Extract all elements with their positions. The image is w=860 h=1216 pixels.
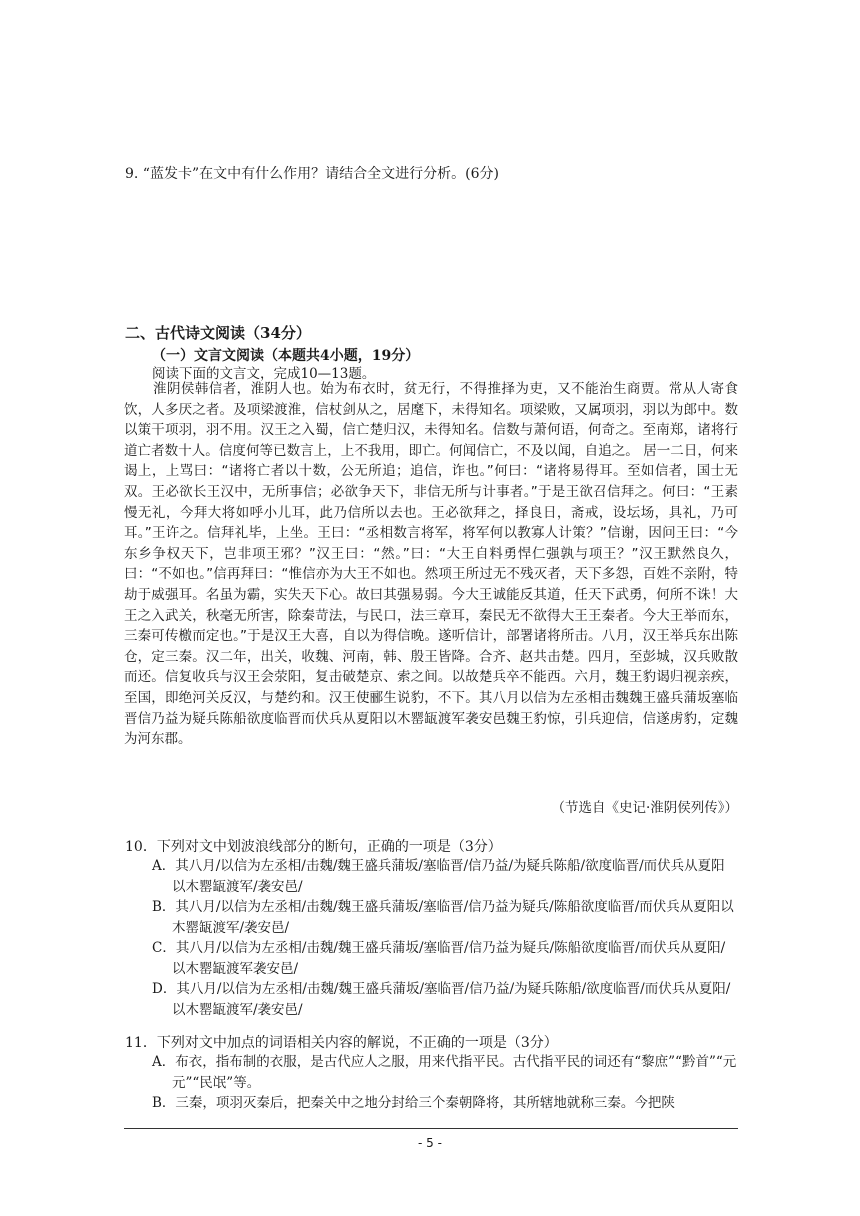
option-10-b: B．其八月/以信为左丞相/击魏/魏王盛兵蒲坂/塞临晋/信乃益为疑兵/陈船欲度临晋/而伏兵从夏阳以木罂缻渡军/袭安邑/	[152, 899, 734, 936]
option-10-d: D．其八月/以信为左丞相/击魏/魏王盛兵蒲坂/塞临晋/信乃益/为疑兵陈船/欲度临晋/而伏兵从夏阳/以木罂缻渡军/袭安邑/	[152, 981, 731, 1018]
option-10-a: A．其八月/以信为左丞相/击魏/魏王盛兵蒲坂/塞临晋/信乃益/为疑兵陈船/欲度临晋/而伏兵从夏阳以木罂缻渡军/袭安邑/	[152, 858, 725, 895]
page-number: - 5 -	[418, 1136, 442, 1150]
passage-text: 淮阴侯韩信者，淮阴人也。始为布衣时，贫无行，不得推择为吏，又不能治生商贾。常从人寄食饮，人多厌之者。及项梁渡淮，信杖剑从之，居麾下，未得知名。项梁败，又属项羽，羽以为郎中。数以策干项羽，羽不用。汉王之入蜀，信亡楚归汉，未得知名。信数与萧何语，何奇之。至南郑，诸将行道亡者数十人。信度何等已数言上，上不我用，即亡。何闻信亡，不及以闻，自追之。 居一二日，何来谒上，上骂曰：“诸将亡者以十数，公无所追；追信，诈也。”何曰：“诸将易得耳。至如信者，国士无双。王必欲长王汉中，无所事信；必欲争天下，非信无所与计事者。”于是王欲召信拜之。何曰：“王素慢无礼，今拜大将如呼小儿耳，此乃信所以去也。王必欲拜之，择良日，斋戒，设坛场，具礼，乃可耳。”王许之。信拜礼毕，上坐。王曰：“丞相数言将军，将军何以教寡人计策？”信谢，因问王曰：“今东乡争权天下，岂非项王邪？”汉王曰：“然。”曰：“大王自料勇悍仁强孰与项王？”汉王默然良久，曰：“不如也。”信再拜曰：“惟信亦为大王不如也。然项王所过无不残灭者，天下多怨，百姓不亲附，特劫于威强耳。名虽为霸，实失天下心。故曰其强易弱。今大王诚能反其道，任天下武勇，何所不诛！大王之入武关，秋毫无所害，除秦苛法，与民口，法三章耳，秦民无不欲得大王王秦者。今大王举而东，三秦可传檄而定也。”于是汉王大喜，自以为得信晚。遂听信计，部署诸将所击。八月，汉王举兵东出陈仓，定三秦。汉二年，出关，收魏、河南，韩、殷王皆降。合齐、赵共击楚。四月，至彭城，汉兵败散而还。信复收兵与汉王会荥阳，复击破楚京、索之间。以故楚兵卒不能西。六月，魏王豹谒归视亲疾，至国，即绝河关反汉，与楚约和。汉王使郦生说豹，不下。其八月以信为左丞相击魏魏王盛兵蒲坂塞临晋信乃益为疑兵陈船欲度临晋而伏兵从夏阳以木罂缻渡军袭安邑魏王豹惊，引兵迎信，信遂虏豹，定魏为河东郡。	[124, 381, 738, 748]
option-10-c: C．其八月/以信为左丞相/击魏/魏王盛兵蒲坂/塞临晋/信乃益为疑兵/陈船欲度临晋/而伏兵从夏阳/以木罂缻渡军袭安邑/	[152, 940, 726, 977]
footer-divider	[124, 1128, 738, 1129]
sub-section-title: （一）文言文阅读（本题共4小题，19分）	[152, 348, 420, 364]
reading-instruction: 阅读下面的文言文，完成10—13题。	[152, 366, 376, 382]
section-title: 二、古代诗文阅读（34分）	[125, 324, 311, 342]
passage-source: （节选自《史记·淮阴侯列传》）	[551, 800, 738, 816]
question-9: 9. “蓝发卡”在文中有什么作用？请结合全文进行分析。(6分)	[125, 166, 499, 182]
question-11-options	[152, 1052, 738, 1114]
question-11-stem: 11．下列对文中加点的词语相关内容的解说，不正确的一项是（3分）	[125, 1035, 558, 1051]
classical-passage	[124, 379, 738, 750]
question-10-options	[152, 856, 738, 1020]
option-11-b: B．三秦，项羽灭秦后，把秦关中之地分封给三个秦朝降将，其所辖地就称三秦。今把陕	[152, 1095, 675, 1111]
option-11-a: A．布衣，指布制的衣服，是古代应人之服，用来代指平民。古代指平民的词还有“黎庶”“黔首”“元元”“民氓”等。	[152, 1054, 737, 1091]
question-10-stem: 10．下列对文中划波浪线部分的断句，正确的一项是（3分）	[125, 839, 502, 855]
